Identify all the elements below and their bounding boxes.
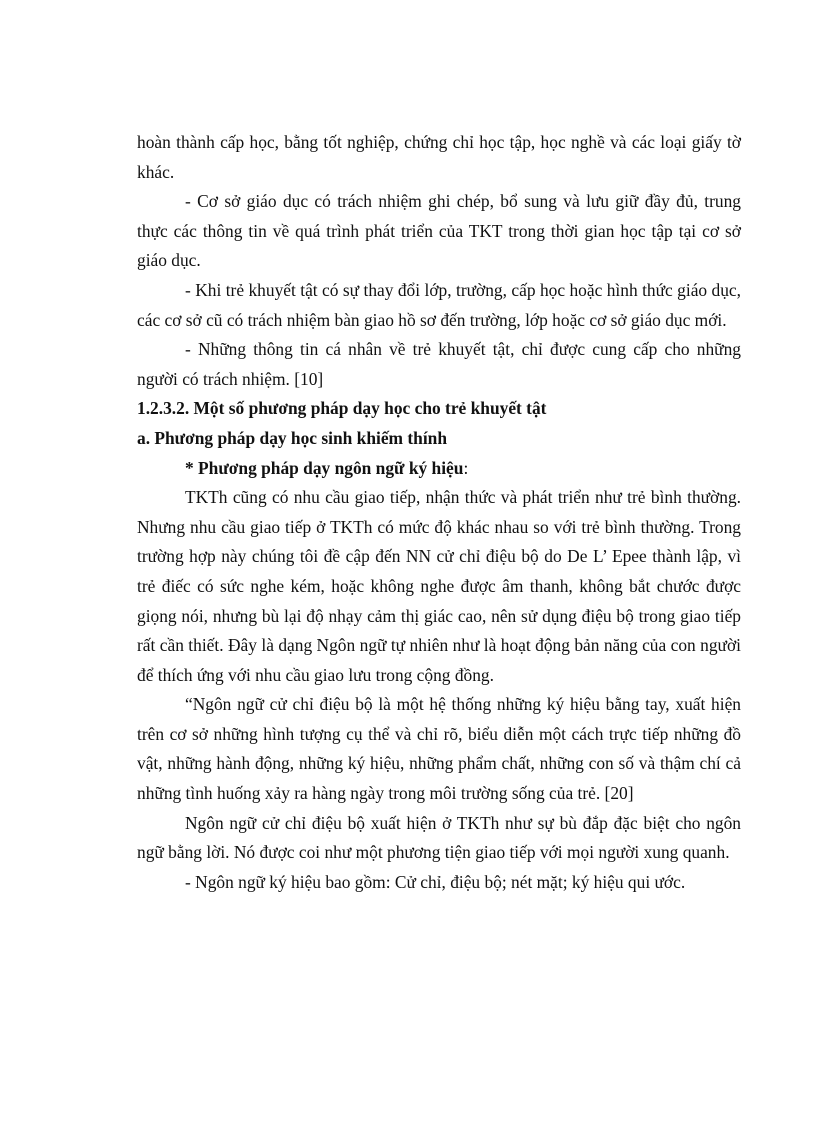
paragraph-sign-language-definition: “Ngôn ngữ cử chỉ điệu bộ là một hệ thống những ký hiệu bằng tay, xuất hiện trên cơ sở những hình tượng cụ thể và chỉ rõ, biểu diễn một cách trực tiếp những đồ vật, những hành động, những ký hiệu, những phẩm chất, những con số và thậm chí cả những tình huống xảy ra hàng ngày trong môi trường sống của trẻ. [20] [137,694,741,804]
subsection-heading: a. Phương pháp dạy học sinh khiếm thính [137,427,448,448]
method-heading-colon: : [463,457,469,478]
document-page [137,128,741,897]
paragraph-communication-needs: TKTh cũng có nhu cầu giao tiếp, nhận thức và phát triển như trẻ bình thường. Nhưng nhu cầu giao tiếp ở TKTh có mức độ khác nhau so với trẻ bình thường. Trong trường hợp này chúng tôi đề cập đến NN cử chỉ điệu bộ do De L’ Epee thành lập, vì trẻ điếc có sức nghe kém, hoặc không nghe được âm thanh, không bắt chước được giọng nói, nhưng bù lại độ nhạy cảm thị giác cao, nên sử dụng điệu bộ trong giao tiếp rất cần thiết. Đây là dạng Ngôn ngữ tự nhiên như là hoạt động bản năng của con người để thích ứng với nhu cầu giao lưu trong cộng đồng. [137,487,741,685]
paragraph-continuation: hoàn thành cấp học, bằng tốt nghiệp, chứng chỉ học tập, học nghề và các loại giấy tờ khác. [137,132,741,182]
section-heading: 1.2.3.2. Một số phương pháp dạy học cho trẻ khuyết tật [137,398,547,419]
paragraph-file-transfer: - Khi trẻ khuyết tật có sự thay đổi lớp, trường, cấp học hoặc hình thức giáo dục, các cơ sở cũ có trách nhiệm bàn giao hồ sơ đến trường, lớp hoặc cơ sở giáo dục mới. [137,279,741,330]
method-heading [137,454,741,484]
method-heading-bold: * Phương pháp dạy ngôn ngữ ký hiệu [185,457,464,478]
paragraph-components: - Ngôn ngữ ký hiệu bao gồm: Cử chỉ, điệu bộ; nét mặt; ký hiệu qui ước. [185,871,686,892]
paragraph-compensation: Ngôn ngữ cử chỉ điệu bộ xuất hiện ở TKTh như sự bù đắp đặc biệt cho ngôn ngữ bằng lời. Nó được coi như một phương tiện giao tiếp với mọi người xung quanh. [137,812,741,863]
paragraph-privacy: - Những thông tin cá nhân về trẻ khuyết tật, chỉ được cung cấp cho những người có trách nhiệm. [10] [137,339,741,389]
paragraph-record-keeping: - Cơ sở giáo dục có trách nhiệm ghi chép, bổ sung và lưu giữ đầy đủ, trung thực các thông tin về quá trình phát triển của TKT trong thời gian học tập tại cơ sở giáo dục. [137,191,741,271]
